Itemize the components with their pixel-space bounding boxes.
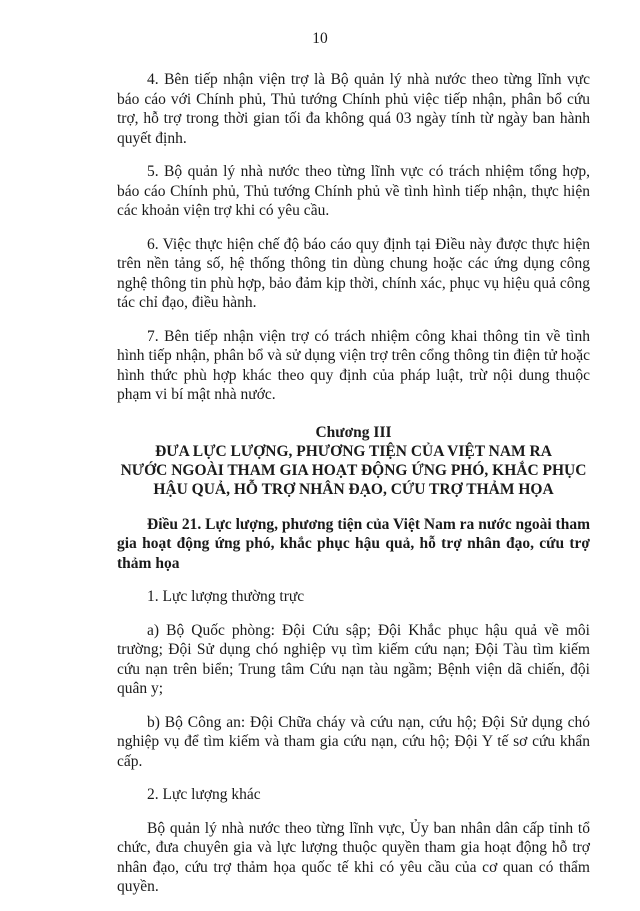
paragraph-4: 4. Bên tiếp nhận viện trợ là Bộ quản lý nhà nước theo từng lĩnh vực báo cáo với Chính phủ, Thủ tướng Chính phủ việc tiếp nhận, phân bổ cứu trợ, hỗ trợ trong thời gian tối đa không quá 03 ngày tính từ ngày ban hành quyết định. bbox=[117, 71, 590, 147]
clause-1b: b) Bộ Công an: Đội Chữa cháy và cứu nạn, cứu hộ; Đội Sử dụng chó nghiệp vụ để tìm kiếm và tham gia cứu nạn, cứu hộ; Đội Y tế sơ cứu khẩn cấp. bbox=[117, 713, 590, 770]
chapter-title-line-3: HẬU QUẢ, HỖ TRỢ NHÂN ĐẠO, CỨU TRỢ THẢM HỌA bbox=[153, 480, 554, 498]
clause-2-text: Bộ quản lý nhà nước theo từng lĩnh vực, Ủy ban nhân dân cấp tỉnh tổ chức, đưa chuyên gia và lực lượng thuộc quyền tham gia hoạt động hỗ trợ nhân đạo, cứu trợ thảm họa quốc tế khi có yêu cầu của cơ quan có thẩm quyền. bbox=[117, 819, 590, 895]
document-body bbox=[117, 70, 590, 911]
clause-2-heading: 2. Lực lượng khác bbox=[147, 786, 261, 803]
chapter-heading bbox=[117, 423, 590, 499]
paragraph-6: 6. Việc thực hiện chế độ báo cáo quy định tại Điều này được thực hiện trên nền tảng số, hệ thống thông tin dùng chung hoặc các ứng dụng công nghệ thông tin phù hợp, bảo đảm kịp thời, chính xác, phục vụ hiệu quả công tác chỉ đạo, điều hành. bbox=[117, 235, 590, 311]
chapter-title-line-2: NƯỚC NGOÀI THAM GIA HOẠT ĐỘNG ỨNG PHÓ, KHẮC PHỤC bbox=[120, 461, 587, 479]
chapter-title-line-1: ĐƯA LỰC LƯỢNG, PHƯƠNG TIỆN CỦA VIỆT NAM RA bbox=[155, 442, 552, 460]
clause-1-heading: 1. Lực lượng thường trực bbox=[147, 588, 305, 605]
page-number: 10 bbox=[312, 30, 328, 47]
article-21-title: Điều 21. Lực lượng, phương tiện của Việt Nam ra nước ngoài tham gia hoạt động ứng phó, khắc phục hậu quả, hỗ trợ nhân đạo, cứu trợ thảm họa bbox=[117, 515, 590, 572]
clause-1a: a) Bộ Quốc phòng: Đội Cứu sập; Đội Khắc phục hậu quả về môi trường; Đội Sử dụng chó nghiệp vụ tìm kiếm cứu nạn; Đội Tàu tìm kiếm cứu nạn trên biển; Trung tâm Cứu nạn tàu ngầm; Bệnh viện dã chiến, đội quân y; bbox=[117, 621, 590, 697]
paragraph-5: 5. Bộ quản lý nhà nước theo từng lĩnh vực có trách nhiệm tổng hợp, báo cáo Chính phủ, Thủ tướng Chính phủ về tình hình tiếp nhận, thực hiện các khoản viện trợ khi có yêu cầu. bbox=[117, 163, 590, 219]
chapter-label: Chương III bbox=[315, 423, 392, 441]
paragraph-7: 7. Bên tiếp nhận viện trợ có trách nhiệm công khai thông tin về tình hình tiếp nhận, phân bổ và sử dụng viện trợ trên cổng thông tin điện tử hoặc hình thức phù hợp khác theo quy định của pháp luật, trừ nội dung thuộc phạm vi bí mật nhà nước. bbox=[117, 327, 590, 403]
